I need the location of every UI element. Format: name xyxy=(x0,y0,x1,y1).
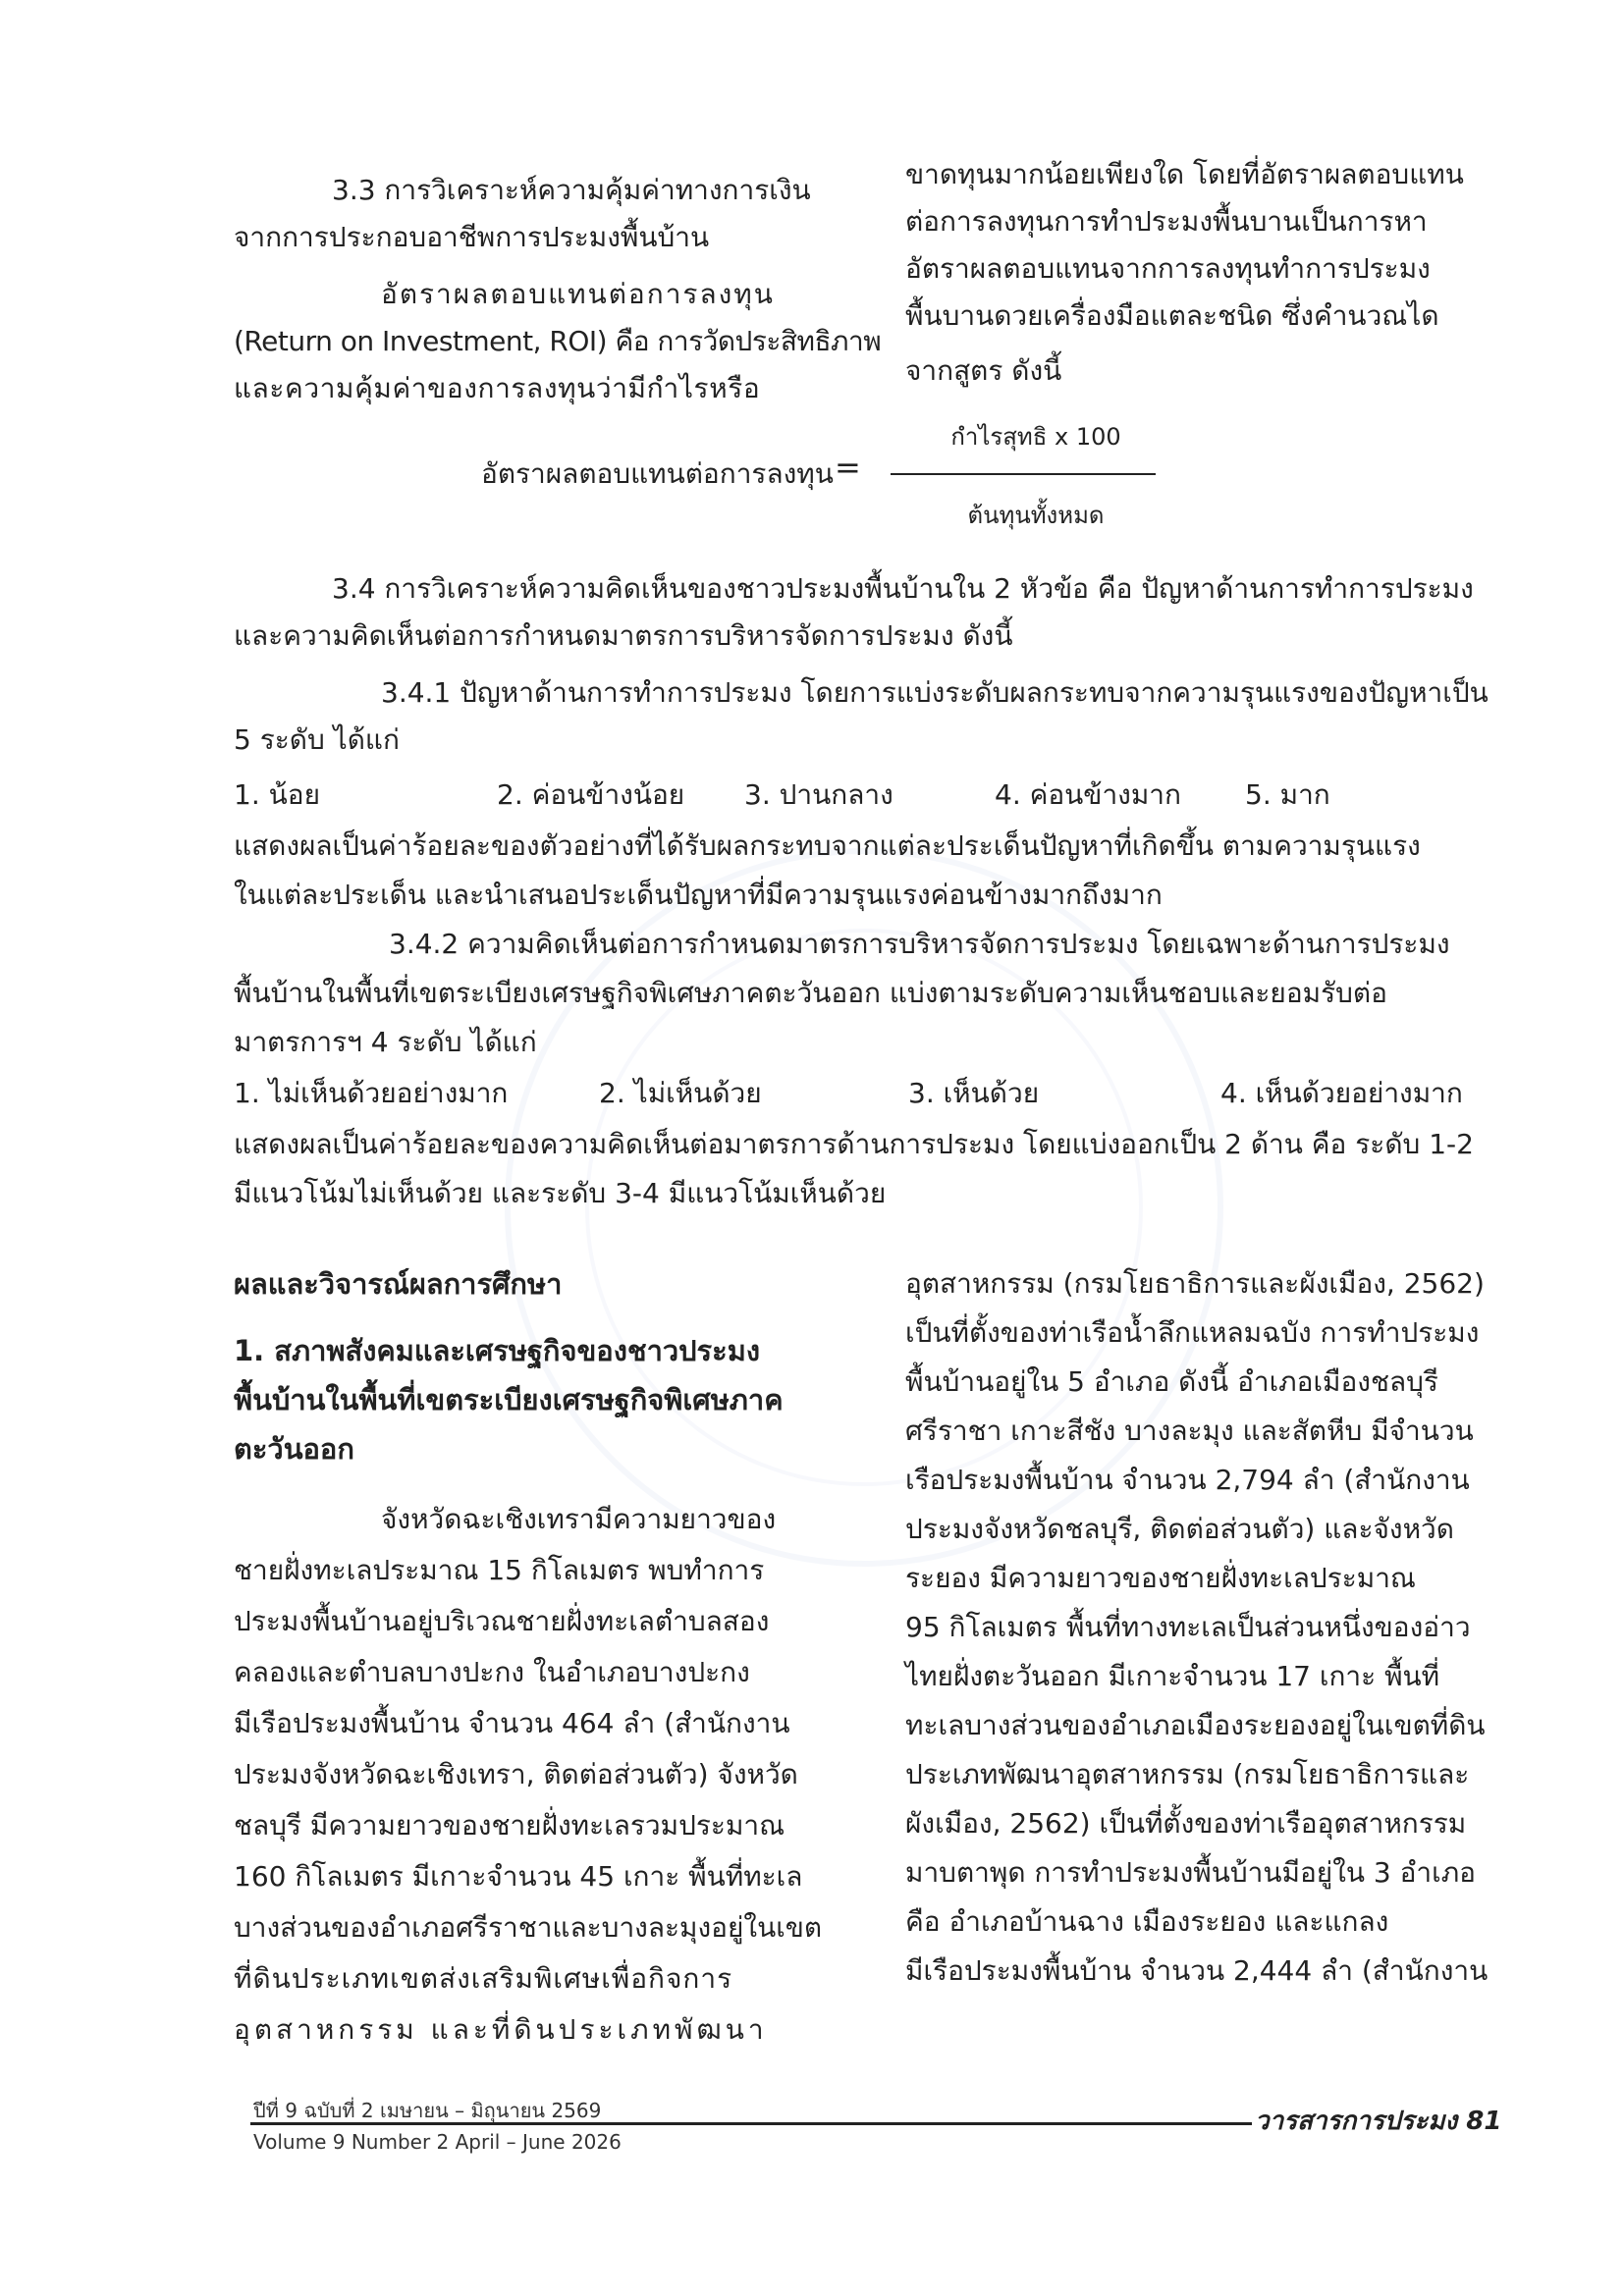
footer-issue-english: Volume 9 Number 2 April – June 2026 xyxy=(253,2130,622,2154)
text-line: บางส่วนของอำเภอศรีราชาและบางละมุงอยู่ในเขต xyxy=(234,1911,823,1944)
text-line: แสดงผลเป็นค่าร้อยละของตัวอย่างที่ได้รับผลกระทบจากแต่ละประเด็นปัญหาที่เกิดขึ้น ตามความรุนแรง xyxy=(234,829,1421,862)
footer-rule xyxy=(250,2122,1252,2125)
text-line: 5 ระดับ ได้แก่ xyxy=(234,723,400,756)
text-line: อุตสาหกรรม (กรมโยธาธิการและผังเมือง, 2562) xyxy=(905,1267,1485,1300)
text-line: จังหวัดฉะเชิงเทรามีความยาวของ xyxy=(381,1503,777,1535)
text-line: ประมงจังหวัดฉะเชิงเทรา, ติดต่อส่วนตัว) จังหวัด xyxy=(234,1758,798,1790)
text-line: จากสูตร ดังนี้ xyxy=(905,354,1062,387)
section-heading-3-4: 3.4 การวิเคราะห์ความคิดเห็นของชาวประมงพื้นบ้านใน 2 หัวข้อ คือ ปัญหาด้านการทำการประมง xyxy=(332,572,1474,605)
text-line: คือ อำเภอบ้านฉาง เมืองระยอง และแกลง xyxy=(905,1905,1389,1938)
text-line: ขาดทุนมากน้อยเพียงใด โดยที่อัตราผลตอบแทน xyxy=(905,158,1464,190)
text-line: ชายฝั่งทะเลประมาณ 15 กิโลเมตร พบทำการ xyxy=(234,1554,765,1586)
results-heading: ผลและวิจารณ์ผลการศึกษา xyxy=(234,1267,563,1301)
text-line: แสดงผลเป็นค่าร้อยละของความคิดเห็นต่อมาตรการด้านการประมง โดยแบ่งออกเป็น 2 ด้าน คือ ระดับ 1-2 xyxy=(234,1128,1474,1160)
level-item: 5. มาก xyxy=(1245,778,1330,811)
text-line: อัตราผลตอบแทนจากการลงทุนทำการประมง xyxy=(905,252,1431,285)
fraction-bar xyxy=(891,473,1156,475)
text-line: 95 กิโลเมตร พื้นที่ทางทะเลเป็นส่วนหนึ่งของอ่าว xyxy=(905,1611,1471,1643)
subsection-heading-3-4-2: 3.4.2 ความคิดเห็นต่อการกำหนดมาตรการบริหารจัดการประมง โดยเฉพาะด้านการประมง xyxy=(389,928,1450,960)
footer-journal-page: วารสารการประมง 81 xyxy=(1255,2107,1502,2136)
text-line: พื้นบานดวยเครื่องมือแตละชนิด ซึ่งคำนวณได xyxy=(905,299,1439,332)
text-line: ต่อการลงทุนการทำประมงพื้นบานเป็นการหา xyxy=(905,205,1428,238)
text-line: ระยอง มีความยาวของชายฝั่งทะเลประมาณ xyxy=(905,1562,1416,1594)
text-line: ประมงจังหวัดชลบุรี, ติดต่อส่วนตัว) และจังหวัด xyxy=(905,1513,1454,1545)
roi-formula xyxy=(481,417,1168,535)
text-line: ศรีราชา เกาะสีชัง บางละมุง และสัตหีบ มีจำนวน xyxy=(905,1415,1474,1447)
text-line: ที่ดินประเภทเขตส่งเสริมพิเศษเพื่อกิจการ xyxy=(234,1962,733,1995)
subsection-heading-1: 1. สภาพสังคมและเศรษฐกิจของชาวประมง xyxy=(234,1334,760,1367)
text-line: พื้นบ้านอยู่ใน 5 อำเภอ ดังนี้ อำเภอเมืองชลบุรี xyxy=(905,1365,1438,1398)
subsection-heading-1: ตะวันออก xyxy=(234,1432,354,1466)
level-item: 3. เห็นด้วย xyxy=(908,1077,1040,1109)
text-line: เป็นที่ตั้งของท่าเรือน้ำลึกแหลมฉบัง การทำประมง xyxy=(905,1316,1480,1349)
level-item: 4. ค่อนข้างมาก xyxy=(995,778,1181,811)
text-line: พื้นบ้านในพื้นที่เขตระเบียงเศรษฐกิจพิเศษภาคตะวันออก แบ่งตามระดับความเห็นชอบและยอมรับต่อ xyxy=(234,977,1387,1009)
text-line: คลองและตำบลบางปะกง ในอำเภอบางปะกง xyxy=(234,1656,750,1688)
formula-numerator: กำไรสุทธิ x 100 xyxy=(950,423,1121,451)
text-line: ประเภทพัฒนาอุตสาหกรรม (กรมโยธาธิการและ xyxy=(905,1758,1470,1790)
text-line: จากการประกอบอาชีพการประมงพื้นบ้าน xyxy=(234,221,710,253)
text-line: มาตรการฯ 4 ระดับ ได้แก่ xyxy=(234,1026,537,1058)
text-line: มีเรือประมงพื้นบ้าน จำนวน 464 ลำ (สำนักงาน xyxy=(234,1707,790,1739)
text-line: ไทยฝั่งตะวันออก มีเกาะจำนวน 17 เกาะ พื้นที่ xyxy=(905,1660,1440,1692)
text-line: และความคุ้มค่าของการลงทุนว่ามีกำไรหรือ xyxy=(234,372,761,404)
text-line: มาบตาพุด การทำประมงพื้นบ้านมีอยู่ใน 3 อำเภอ xyxy=(905,1856,1476,1889)
formula-denominator: ต้นทุนทั้งหมด xyxy=(967,502,1105,529)
level-item: 1. ไม่เห็นด้วยอย่างมาก xyxy=(234,1077,509,1109)
level-item: 4. เห็นด้วยอย่างมาก xyxy=(1220,1077,1463,1109)
text-line: มีแนวโน้มไม่เห็นด้วย และระดับ 3-4 มีแนวโน้มเห็นด้วย xyxy=(234,1177,887,1209)
text-line: ทะเลบางส่วนของอำเภอเมืองระยองอยู่ในเขตที่ดิน xyxy=(905,1709,1486,1741)
level-item: 1. น้อย xyxy=(234,778,320,811)
level-item: 2. ค่อนข้างน้อย xyxy=(497,778,685,811)
text-line: (Return on Investment, ROI) คือ การวัดประสิทธิภาพ xyxy=(234,325,882,357)
formula-equals: = xyxy=(835,449,861,486)
footer-issue-thai: ปีที่ 9 ฉบับที่ 2 เมษายน – มิถุนายน 2569 xyxy=(253,2099,602,2122)
formula-label: อัตราผลตอบแทนต่อการลงทุน xyxy=(481,457,834,490)
text-line: มีเรือประมงพื้นบ้าน จำนวน 2,444 ลำ (สำนักงาน xyxy=(905,1954,1489,1987)
level-item: 2. ไม่เห็นด้วย xyxy=(599,1077,762,1109)
section-heading-3-3: 3.3 การวิเคราะห์ความคุ้มค่าทางการเงิน xyxy=(332,174,811,206)
text-line: 160 กิโลเมตร มีเกาะจำนวน 45 เกาะ พื้นที่ทะเล xyxy=(234,1860,803,1893)
text-line: ประมงพื้นบ้านอยู่บริเวณชายฝั่งทะเลตำบลสอง xyxy=(234,1605,770,1637)
text-line: ในแต่ละประเด็น และนำเสนอประเด็นปัญหาที่มีความรุนแรงค่อนข้างมากถึงมาก xyxy=(234,879,1163,911)
subsection-heading-1: พื้นบ้านในพื้นที่เขตระเบียงเศรษฐกิจพิเศษภาค xyxy=(234,1383,784,1416)
text-line: ผังเมือง, 2562) เป็นที่ตั้งของท่าเรืออุตสาหกรรม xyxy=(905,1807,1467,1840)
text-line: เรือประมงพื้นบ้าน จำนวน 2,794 ลำ (สำนักงาน xyxy=(905,1464,1470,1496)
subsection-heading-3-4-1: 3.4.1 ปัญหาด้านการทำการประมง โดยการแบ่งระดับผลกระทบจากความรุนแรงของปัญหาเป็น xyxy=(381,676,1489,709)
level-item: 3. ปานกลาง xyxy=(744,778,893,811)
text-line: และความคิดเห็นต่อการกำหนดมาตรการบริหารจัดการประมง ดังนี้ xyxy=(234,619,1013,652)
text-line: อุตสาหกรรม และที่ดินประเภทพัฒนา xyxy=(234,2013,768,2046)
roi-term: อัตราผลตอบแทนต่อการลงทุน xyxy=(381,278,775,310)
text-line: ชลบุรี มีความยาวของชายฝั่งทะเลรวมประมาณ xyxy=(234,1809,785,1842)
